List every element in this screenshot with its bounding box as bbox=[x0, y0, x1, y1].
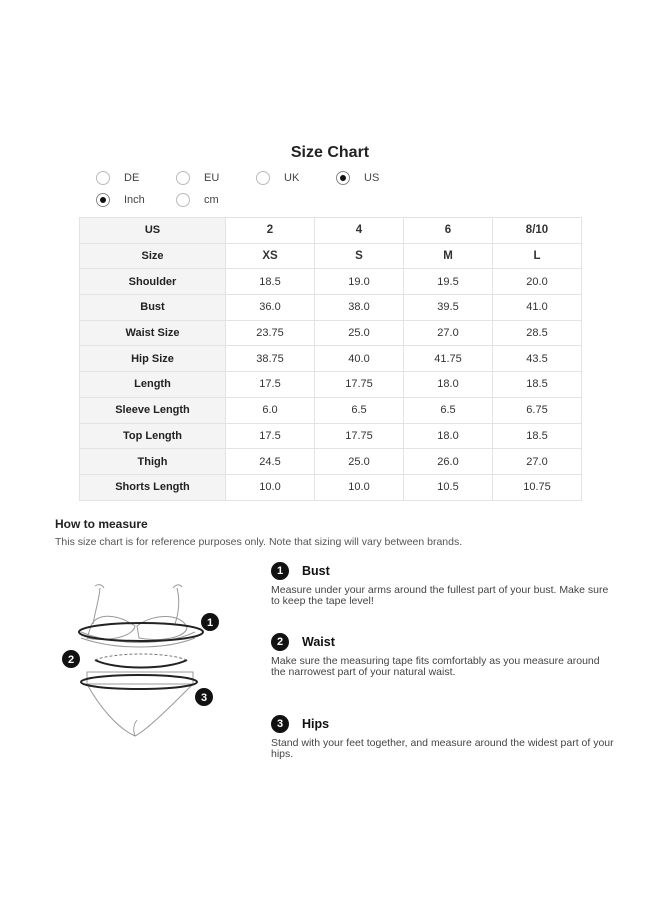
table-cell: 6.0 bbox=[226, 397, 315, 423]
region-option-de[interactable] bbox=[96, 171, 154, 185]
table-row bbox=[80, 243, 582, 269]
table-row bbox=[80, 218, 582, 244]
row-label: US bbox=[80, 218, 226, 244]
region-selector bbox=[96, 171, 416, 185]
table-row bbox=[80, 295, 582, 321]
table-cell: 27.0 bbox=[404, 320, 493, 346]
table-cell: 2 bbox=[226, 218, 315, 244]
step-title: Waist bbox=[302, 635, 335, 649]
table-cell: 17.5 bbox=[226, 423, 315, 449]
table-cell: 10.0 bbox=[315, 474, 404, 500]
table-cell: L bbox=[493, 243, 582, 269]
table-row bbox=[80, 320, 582, 346]
step-number-badge: 1 bbox=[271, 562, 289, 580]
row-label: Sleeve Length bbox=[80, 397, 226, 423]
row-label: Shoulder bbox=[80, 269, 226, 295]
row-label: Top Length bbox=[80, 423, 226, 449]
table-cell: 6.5 bbox=[315, 397, 404, 423]
row-label: Waist Size bbox=[80, 320, 226, 346]
table-cell: 8/10 bbox=[493, 218, 582, 244]
unit-option-inch[interactable] bbox=[96, 193, 154, 207]
table-cell: 18.0 bbox=[404, 372, 493, 398]
step-bust bbox=[271, 562, 621, 606]
table-cell: 36.0 bbox=[226, 295, 315, 321]
table-cell: 41.0 bbox=[493, 295, 582, 321]
step-title: Hips bbox=[302, 717, 330, 731]
table-cell: 6 bbox=[404, 218, 493, 244]
unit-label: cm bbox=[204, 194, 219, 206]
region-option-uk[interactable] bbox=[256, 171, 314, 185]
table-cell: 26.0 bbox=[404, 449, 493, 475]
table-cell: 24.5 bbox=[226, 449, 315, 475]
marker-waist-number: 2 bbox=[67, 654, 75, 666]
unit-option-cm[interactable] bbox=[176, 193, 234, 207]
unit-selector bbox=[96, 193, 256, 207]
row-label: Thigh bbox=[80, 449, 226, 475]
bikini-measure-illustration bbox=[55, 580, 235, 750]
radio-uk[interactable] bbox=[256, 171, 270, 185]
unit-label: Inch bbox=[124, 194, 145, 206]
table-cell: 17.75 bbox=[315, 372, 404, 398]
table-cell: 20.0 bbox=[493, 269, 582, 295]
row-label: Shorts Length bbox=[80, 474, 226, 500]
table-row bbox=[80, 423, 582, 449]
region-option-eu[interactable] bbox=[176, 171, 234, 185]
region-label: UK bbox=[284, 172, 300, 184]
table-cell: 4 bbox=[315, 218, 404, 244]
step-description: Measure under your arms around the fullest part of your bust. Make sure to keep the tape level! bbox=[271, 584, 609, 607]
table-cell: 23.75 bbox=[226, 320, 315, 346]
table-cell: M bbox=[404, 243, 493, 269]
table-cell: 19.0 bbox=[315, 269, 404, 295]
region-option-us[interactable] bbox=[336, 171, 394, 185]
step-number-badge: 2 bbox=[271, 633, 289, 651]
table-cell: 43.5 bbox=[493, 346, 582, 372]
marker-bust-number: 1 bbox=[206, 617, 214, 629]
table-cell: 40.0 bbox=[315, 346, 404, 372]
table-cell: 41.75 bbox=[404, 346, 493, 372]
table-cell: 25.0 bbox=[315, 449, 404, 475]
table-cell: 6.75 bbox=[493, 397, 582, 423]
radio-us[interactable] bbox=[336, 171, 350, 185]
table-row bbox=[80, 346, 582, 372]
step-number-badge: 3 bbox=[271, 715, 289, 733]
table-cell: 18.5 bbox=[226, 269, 315, 295]
table-cell: XS bbox=[226, 243, 315, 269]
table-cell: 10.75 bbox=[493, 474, 582, 500]
table-cell: 19.5 bbox=[404, 269, 493, 295]
radio-de[interactable] bbox=[96, 171, 110, 185]
marker-hips-number: 3 bbox=[200, 692, 208, 704]
table-cell: 6.5 bbox=[404, 397, 493, 423]
radio-cm[interactable] bbox=[176, 193, 190, 207]
table-row bbox=[80, 372, 582, 398]
radio-eu[interactable] bbox=[176, 171, 190, 185]
table-cell: 38.75 bbox=[226, 346, 315, 372]
row-label: Hip Size bbox=[80, 346, 226, 372]
table-row bbox=[80, 474, 582, 500]
row-label: Length bbox=[80, 372, 226, 398]
table-cell: 18.0 bbox=[404, 423, 493, 449]
table-cell: 10.0 bbox=[226, 474, 315, 500]
step-description: Stand with your feet together, and measure around the widest part of your hips. bbox=[271, 737, 614, 760]
table-cell: 25.0 bbox=[315, 320, 404, 346]
page-title: Size Chart bbox=[290, 144, 370, 161]
radio-inch[interactable] bbox=[96, 193, 110, 207]
region-label: DE bbox=[124, 172, 140, 184]
step-title: Bust bbox=[302, 564, 330, 578]
table-cell: 18.5 bbox=[493, 423, 582, 449]
table-cell: S bbox=[315, 243, 404, 269]
step-hips bbox=[271, 715, 621, 759]
step-description: Make sure the measuring tape fits comfortably as you measure around the narrowest part of your natural waist. bbox=[271, 655, 600, 678]
table-cell: 28.5 bbox=[493, 320, 582, 346]
table-cell: 17.5 bbox=[226, 372, 315, 398]
size-table bbox=[79, 217, 582, 501]
table-cell: 38.0 bbox=[315, 295, 404, 321]
table-row bbox=[80, 449, 582, 475]
region-label: US bbox=[364, 172, 380, 184]
table-cell: 17.75 bbox=[315, 423, 404, 449]
step-waist bbox=[271, 633, 621, 677]
table-cell: 18.5 bbox=[493, 372, 582, 398]
row-label: Bust bbox=[80, 295, 226, 321]
how-to-heading: How to measure bbox=[55, 517, 148, 531]
table-row bbox=[80, 269, 582, 295]
table-cell: 39.5 bbox=[404, 295, 493, 321]
table-cell: 27.0 bbox=[493, 449, 582, 475]
reference-note: This size chart is for reference purposes only. Note that sizing will vary between brands. bbox=[55, 536, 463, 548]
region-label: EU bbox=[204, 172, 220, 184]
table-cell: 10.5 bbox=[404, 474, 493, 500]
table-row bbox=[80, 397, 582, 423]
row-label: Size bbox=[80, 243, 226, 269]
